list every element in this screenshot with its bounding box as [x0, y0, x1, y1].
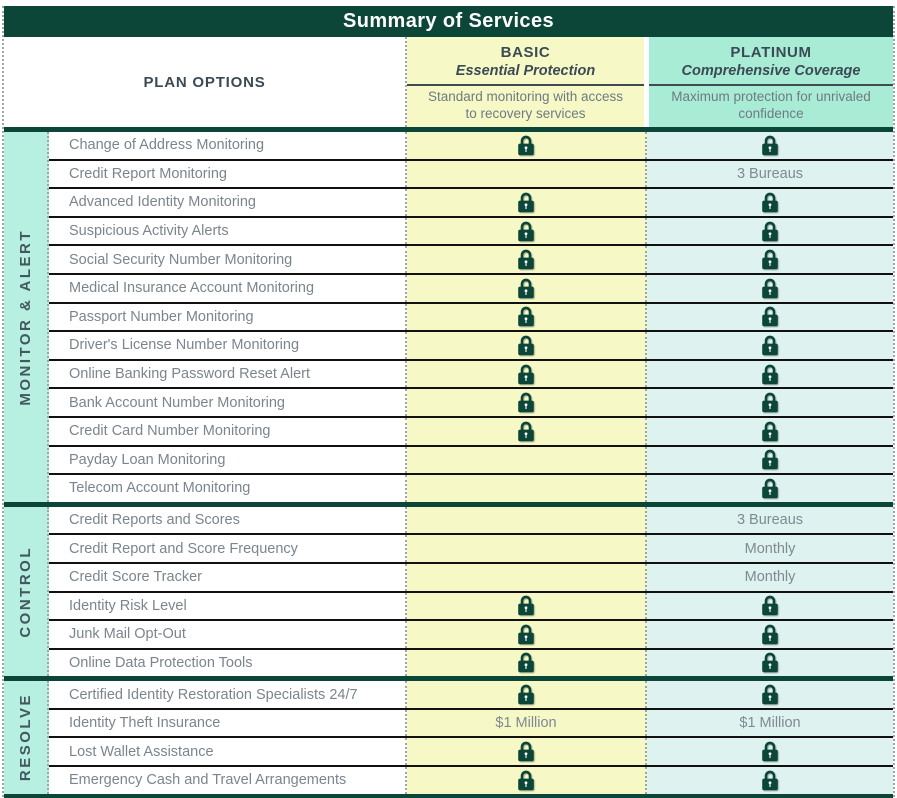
table-row [49, 332, 893, 361]
platinum-cell [647, 650, 893, 677]
lock-icon [517, 652, 535, 673]
platinum-cell [647, 218, 893, 245]
basic-plan-description: Standard monitoring with access to recovery services [427, 89, 624, 121]
lock-icon [517, 192, 535, 213]
feature-label: Medical Insurance Account Monitoring [49, 275, 407, 302]
platinum-cell [647, 738, 893, 765]
feature-label: Online Banking Password Reset Alert [49, 361, 407, 388]
lock-icon [761, 249, 779, 270]
feature-label: Advanced Identity Monitoring [49, 189, 407, 216]
table-row [49, 161, 893, 190]
lock-icon [761, 741, 779, 762]
table-row [49, 681, 893, 710]
table-row [49, 246, 893, 275]
lock-icon [761, 684, 779, 705]
platinum-cell [647, 564, 893, 591]
section-label: RESOLVE [17, 693, 34, 782]
basic-cell [407, 361, 647, 388]
table-row [49, 275, 893, 304]
lock-icon [517, 741, 535, 762]
platinum-column-header [649, 37, 893, 127]
lock-icon [761, 392, 779, 413]
lock-icon [517, 221, 535, 242]
platinum-plan-tagline: Comprehensive Coverage [681, 63, 861, 79]
platinum-cell [647, 593, 893, 620]
basic-cell [407, 189, 647, 216]
platinum-cell [647, 161, 893, 188]
feature-label: Identity Risk Level [49, 593, 407, 620]
column-header-row [4, 37, 893, 127]
platinum-cell [647, 535, 893, 562]
lock-icon [517, 364, 535, 385]
basic-cell [407, 507, 647, 534]
lock-icon [761, 306, 779, 327]
basic-cell [407, 218, 647, 245]
basic-cell [407, 650, 647, 677]
lock-icon [761, 335, 779, 356]
feature-label: Telecom Account Monitoring [49, 475, 407, 502]
section-strip-resolve [4, 681, 49, 793]
lock-icon [761, 595, 779, 616]
plan-options-header-cell [4, 37, 407, 127]
table-row [49, 621, 893, 650]
table-row [49, 710, 893, 739]
platinum-cell [647, 304, 893, 331]
feature-label: Credit Card Number Monitoring [49, 418, 407, 445]
table-row [49, 650, 893, 677]
section-rows [49, 507, 893, 677]
platinum-cell [647, 710, 893, 737]
section-label: MONITOR & ALERT [17, 228, 34, 406]
summary-of-services-table [2, 6, 895, 798]
platinum-cell [647, 475, 893, 502]
feature-label: Emergency Cash and Travel Arrangements [49, 767, 407, 794]
platinum-cell [647, 246, 893, 273]
platinum-cell [647, 681, 893, 708]
table-row [49, 564, 893, 593]
basic-cell-value: $1 Million [495, 715, 557, 732]
table-row [49, 767, 893, 794]
basic-cell [407, 447, 647, 474]
basic-plan-name: BASIC [500, 44, 551, 61]
feature-label: Certified Identity Restoration Specialists 24/7 [49, 681, 407, 708]
plan-options-label: PLAN OPTIONS [143, 73, 266, 91]
lock-icon [517, 249, 535, 270]
basic-cell [407, 161, 647, 188]
feature-label: Driver's License Number Monitoring [49, 332, 407, 359]
feature-label: Credit Report and Score Frequency [49, 535, 407, 562]
lock-icon [517, 595, 535, 616]
platinum-cell [647, 418, 893, 445]
platinum-header-top [649, 37, 893, 86]
lock-icon [761, 478, 779, 499]
platinum-cell [647, 132, 893, 159]
basic-cell [407, 332, 647, 359]
section-strip-monitor-alert [4, 132, 49, 502]
page-title: Summary of Services [342, 10, 555, 32]
table-row [49, 132, 893, 161]
platinum-cell [647, 621, 893, 648]
feature-label: Credit Report Monitoring [49, 161, 407, 188]
platinum-cell-value: 3 Bureaus [736, 512, 804, 529]
feature-label: Passport Number Monitoring [49, 304, 407, 331]
platinum-cell [647, 189, 893, 216]
basic-cell [407, 738, 647, 765]
table-row [49, 738, 893, 767]
feature-label: Change of Address Monitoring [49, 132, 407, 159]
basic-cell [407, 535, 647, 562]
table-row [49, 189, 893, 218]
section-monitor-alert [4, 132, 893, 502]
platinum-cell [647, 507, 893, 534]
lock-icon [517, 306, 535, 327]
lock-icon [517, 135, 535, 156]
lock-icon [517, 335, 535, 356]
platinum-cell [647, 275, 893, 302]
basic-cell [407, 418, 647, 445]
feature-label: Credit Score Tracker [49, 564, 407, 591]
section-rows [49, 681, 893, 793]
table-title-bar [4, 6, 893, 37]
lock-icon [761, 221, 779, 242]
lock-icon [761, 421, 779, 442]
section-strip-control [4, 507, 49, 677]
platinum-cell-value: Monthly [744, 569, 796, 586]
lock-icon [761, 770, 779, 791]
basic-cell [407, 246, 647, 273]
feature-label: Payday Loan Monitoring [49, 447, 407, 474]
platinum-cell [647, 447, 893, 474]
basic-cell [407, 767, 647, 794]
platinum-plan-description: Maximum protection for unrivaled confidence [671, 89, 871, 121]
basic-cell [407, 564, 647, 591]
bottom-border-band [4, 794, 893, 798]
basic-cell [407, 275, 647, 302]
platinum-cell-value: Monthly [744, 540, 796, 557]
feature-label: Lost Wallet Assistance [49, 738, 407, 765]
section-resolve [4, 681, 893, 793]
basic-plan-tagline: Essential Protection [455, 63, 596, 79]
table-row [49, 304, 893, 333]
table-row [49, 535, 893, 564]
table-row [49, 475, 893, 502]
section-label: CONTROL [17, 545, 34, 638]
basic-cell [407, 132, 647, 159]
table-body [4, 132, 893, 794]
feature-label: Bank Account Number Monitoring [49, 389, 407, 416]
lock-icon [517, 278, 535, 299]
table-row [49, 507, 893, 536]
feature-label: Online Data Protection Tools [49, 650, 407, 677]
platinum-cell [647, 389, 893, 416]
platinum-plan-name: PLATINUM [730, 44, 812, 61]
table-row [49, 389, 893, 418]
table-row [49, 361, 893, 390]
basic-header-top [407, 37, 644, 86]
lock-icon [761, 624, 779, 645]
basic-cell [407, 621, 647, 648]
table-row [49, 418, 893, 447]
lock-icon [761, 135, 779, 156]
platinum-cell-value: 3 Bureaus [736, 165, 804, 182]
basic-cell [407, 710, 647, 737]
platinum-cell [647, 332, 893, 359]
platinum-cell [647, 361, 893, 388]
section-rows [49, 132, 893, 502]
table-row [49, 593, 893, 622]
table-row [49, 447, 893, 476]
lock-icon [761, 449, 779, 470]
lock-icon [517, 770, 535, 791]
platinum-cell [647, 767, 893, 794]
basic-column-header [407, 37, 649, 127]
feature-label: Junk Mail Opt-Out [49, 621, 407, 648]
platinum-cell-value: $1 Million [739, 715, 801, 732]
lock-icon [761, 364, 779, 385]
lock-icon [761, 192, 779, 213]
feature-label: Suspicious Activity Alerts [49, 218, 407, 245]
lock-icon [517, 684, 535, 705]
lock-icon [761, 278, 779, 299]
basic-cell [407, 304, 647, 331]
basic-cell [407, 389, 647, 416]
basic-cell [407, 681, 647, 708]
section-control [4, 507, 893, 677]
lock-icon [517, 392, 535, 413]
feature-label: Identity Theft Insurance [49, 710, 407, 737]
basic-cell [407, 593, 647, 620]
lock-icon [517, 421, 535, 442]
basic-cell [407, 475, 647, 502]
feature-label: Credit Reports and Scores [49, 507, 407, 534]
lock-icon [761, 652, 779, 673]
lock-icon [517, 624, 535, 645]
table-row [49, 218, 893, 247]
feature-label: Social Security Number Monitoring [49, 246, 407, 273]
